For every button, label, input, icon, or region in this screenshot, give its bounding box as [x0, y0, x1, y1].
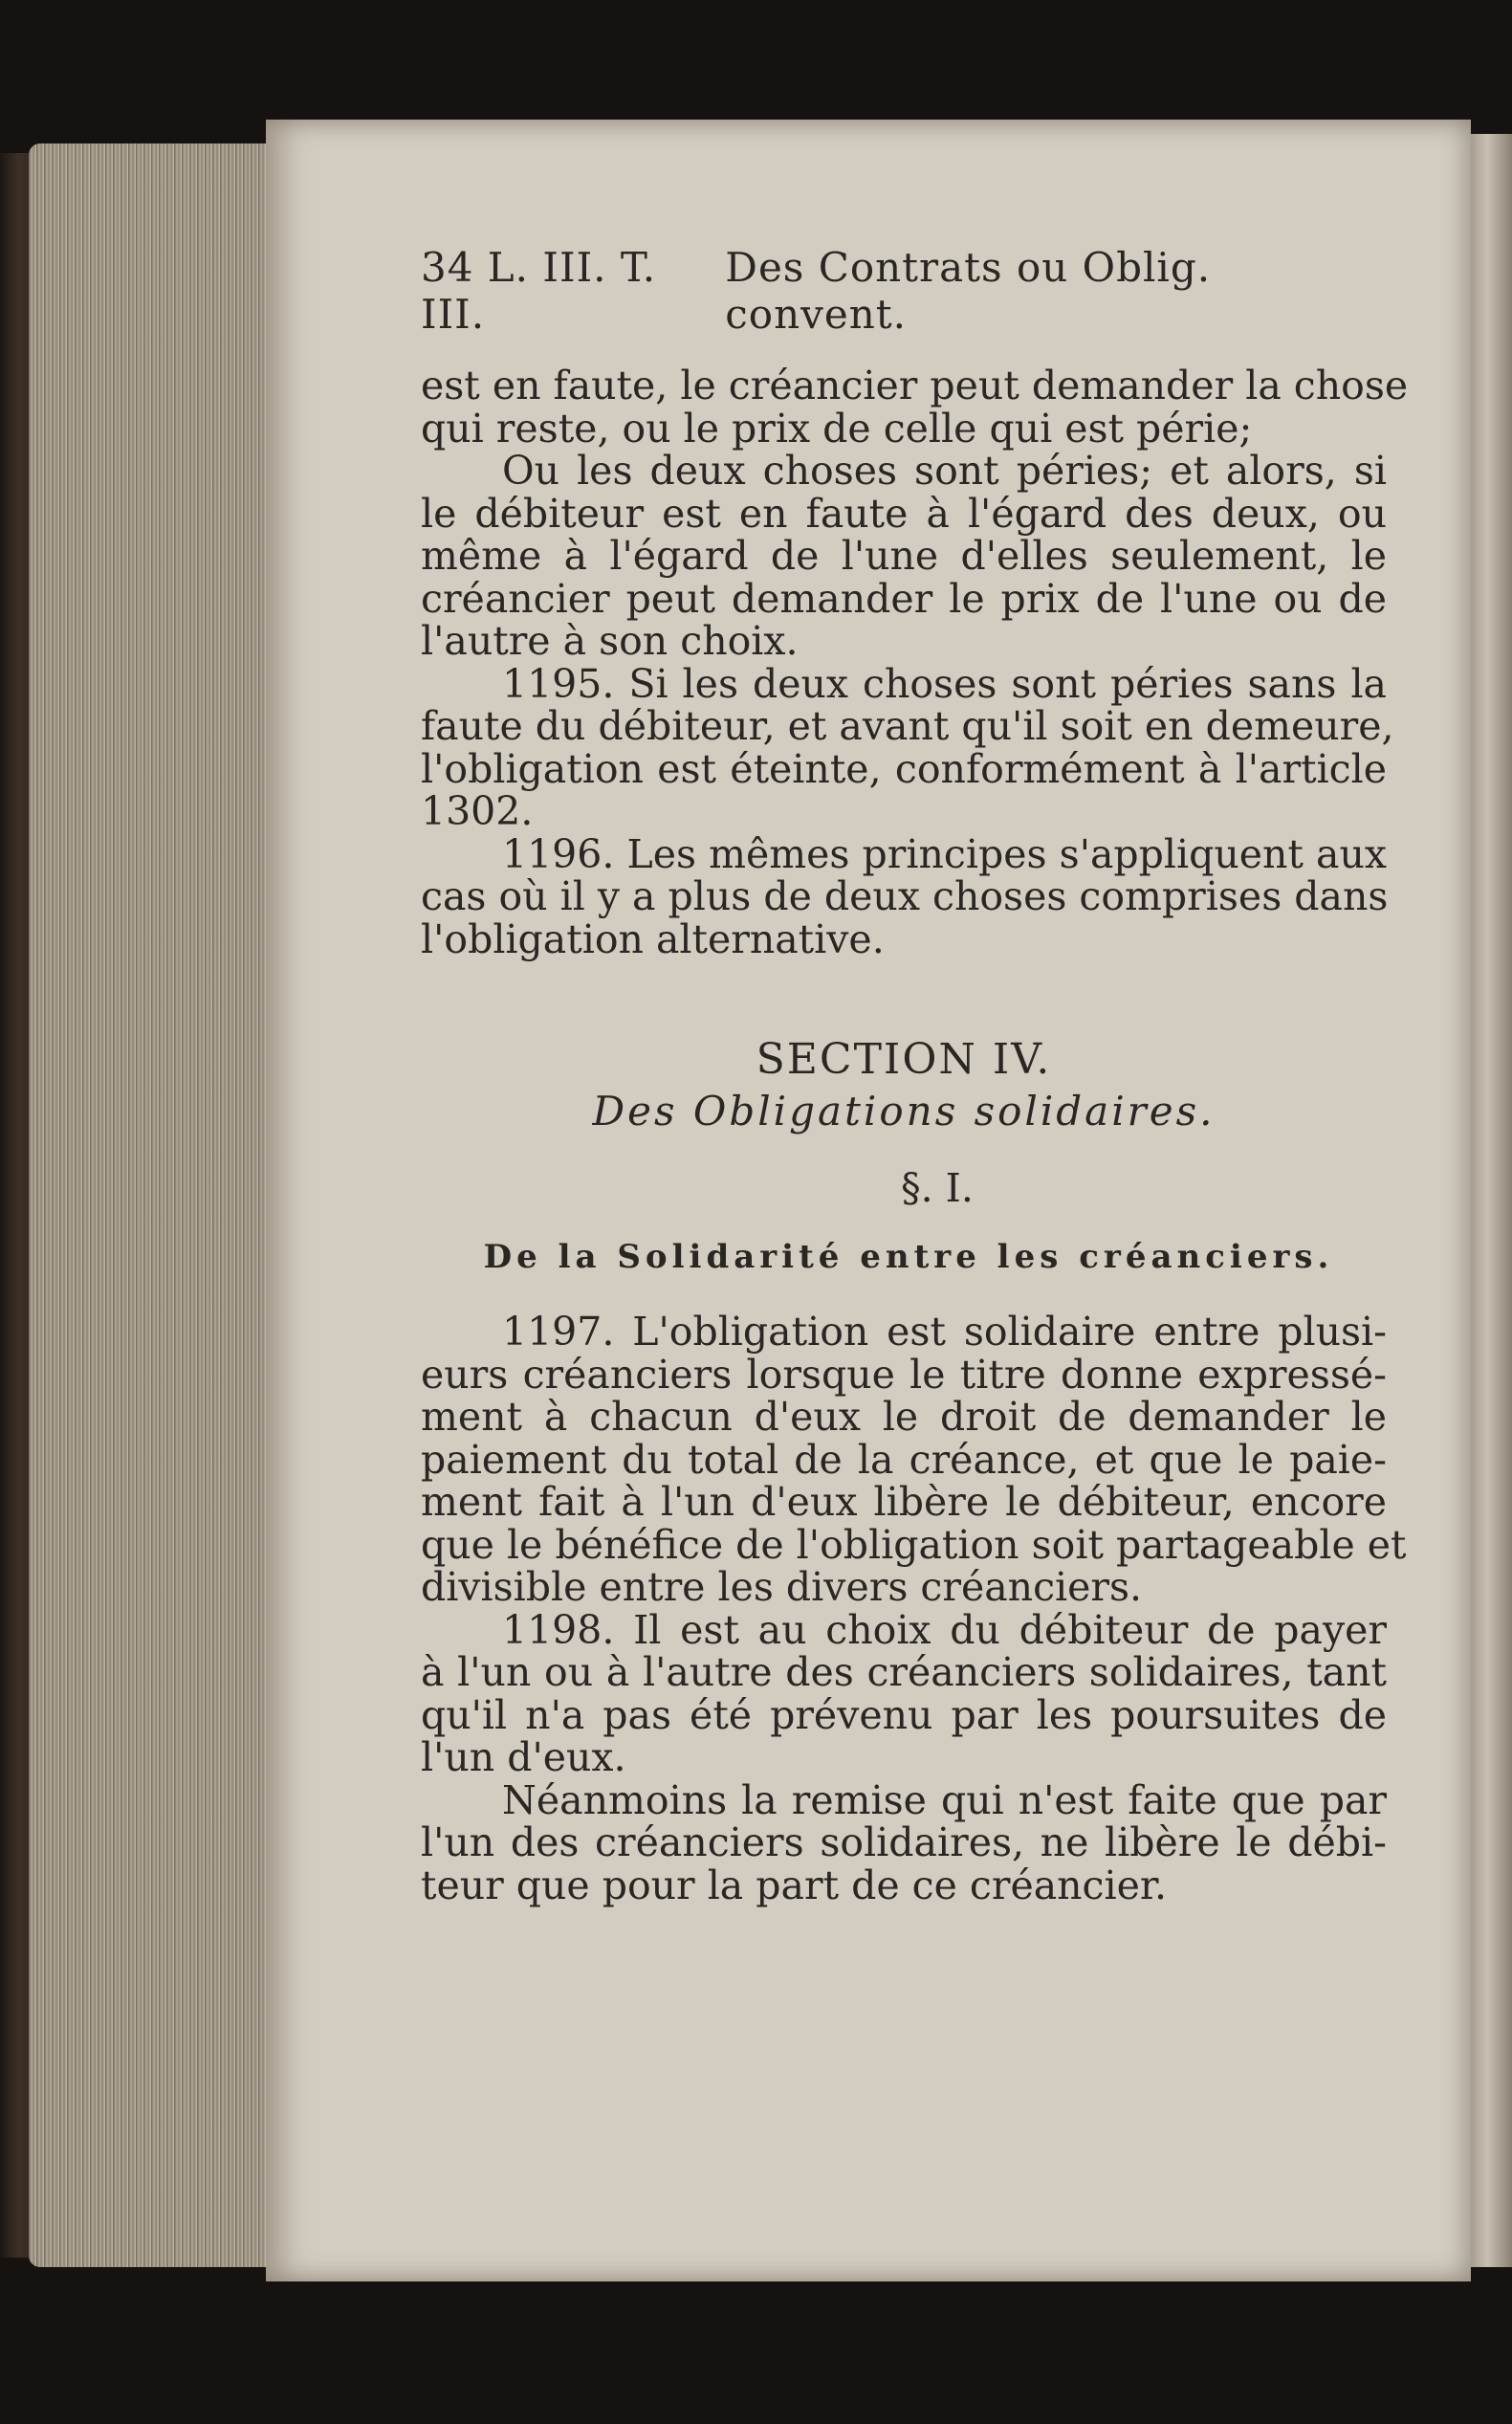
text-line: créancier peut demander le prix de l'une ou de — [421, 575, 1387, 622]
text-line: 1198. Il est au choix du débiteur de payer — [502, 1606, 1387, 1653]
text-line: teur que pour la part de ce créancier. — [421, 1862, 1168, 1908]
text-line: qu'il n'a pas été prévenu par les poursuites de — [421, 1691, 1387, 1738]
running-header — [421, 244, 1387, 338]
text-line: l'obligation alternative. — [421, 915, 885, 962]
text-line: 1197. L'obligation est solidaire entre plusi- — [502, 1309, 1387, 1355]
text-line: que le bénéfice de l'obligation soit partageable et — [421, 1521, 1407, 1568]
text-line: ment fait à l'un d'eux libère le débiteur, encore — [421, 1479, 1387, 1525]
header-right: Des Contrats ou Oblig. convent. — [725, 244, 1212, 338]
text-line: l'autre à son choix. — [421, 618, 799, 664]
text-line: Ou les deux choses sont péries; et alors, si — [502, 448, 1387, 494]
text-block-2 — [421, 1309, 1407, 1908]
paragraph-number: §. I. — [901, 1165, 974, 1211]
text-line: paiement du total de la créance, et que le paie- — [421, 1436, 1387, 1483]
text-line: Néanmoins la remise qui n'est faite que par — [502, 1776, 1387, 1823]
text-line: le débiteur est en faute à l'égard des deux, ou — [421, 490, 1387, 537]
text-line: eurs créanciers lorsque le titre donne expressé- — [421, 1351, 1387, 1398]
text-line: à l'un ou à l'autre des créanciers solidaires, tant — [421, 1649, 1387, 1695]
text-line: divisible entre les divers créanciers. — [421, 1564, 1143, 1610]
text-line: ment à chacun d'eux le droit de demander le — [421, 1394, 1387, 1440]
text-line: 1302. — [421, 788, 534, 834]
section-subtitle: Des Obligations solidaires. — [592, 1088, 1216, 1135]
page-text — [421, 244, 1409, 1908]
text-line: même à l'égard de l'une d'elles seulement, le — [421, 533, 1387, 579]
section-title: SECTION IV. — [756, 1035, 1052, 1084]
text-line: l'un des créanciers solidaires, ne libère le débi- — [421, 1819, 1387, 1865]
text-line: cas où il y a plus de deux choses comprises dans — [421, 873, 1389, 919]
text-line: 1195. Si les deux choses sont péries sans la — [502, 660, 1387, 707]
text-block-1 — [421, 363, 1409, 962]
text-line: faute du débiteur, et avant qu'il soit en demeure, — [421, 703, 1394, 749]
header-left: 34 L. III. T. III. — [421, 244, 657, 338]
paragraph-title: De la Solidarité entre les créanciers. — [483, 1238, 1334, 1276]
text-line: l'obligation est éteinte, conformément à l'article — [421, 745, 1387, 792]
text-line: est en faute, le créancier peut demander la chose — [421, 363, 1409, 408]
text-line: 1196. Les mêmes principes s'appliquent aux — [502, 830, 1387, 877]
facing-page-edge — [1471, 134, 1512, 2267]
text-line: l'un d'eux. — [421, 1734, 626, 1780]
text-line: qui reste, ou le prix de celle qui est périe; — [421, 405, 1253, 452]
page-edges — [29, 143, 268, 2267]
